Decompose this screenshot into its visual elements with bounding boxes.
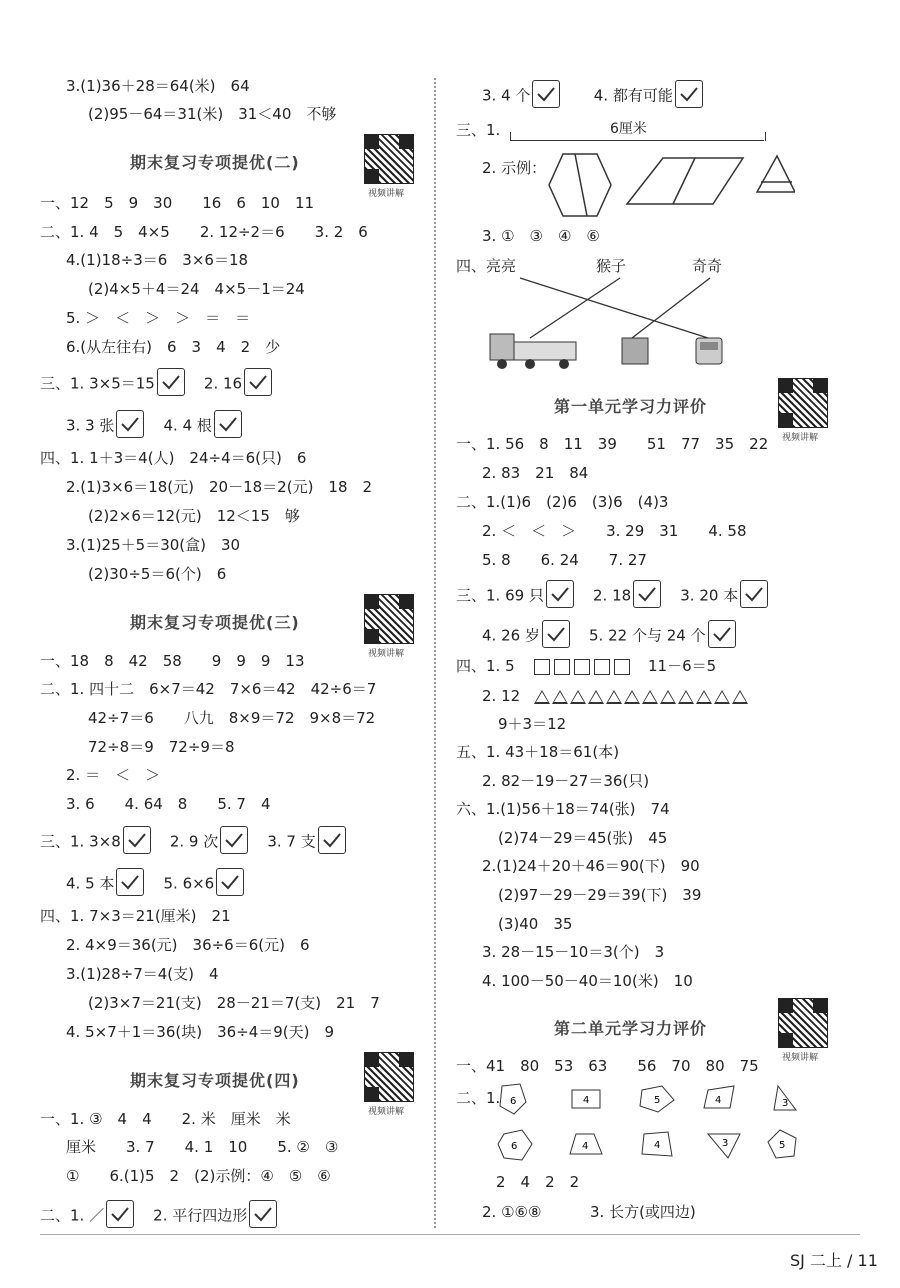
left-s12: 3.(1)25＋5＝30(盒) 30 <box>66 536 241 554</box>
qr-code-icon[interactable] <box>778 378 828 428</box>
right-w2: 二、1. <box>456 1089 501 1107</box>
qr-label: 视频讲解 <box>368 649 405 659</box>
check-icon <box>244 368 272 396</box>
left-t13: 4. 5×7＋1＝36(块) 36÷4＝9(天) 9 <box>66 1023 335 1041</box>
left-s2: 二、1. 4 5 4×5 2. 12÷2＝6 3. 2 6 <box>40 223 368 241</box>
check-icon <box>249 1200 277 1228</box>
right-v18: 3. 28－15－10＝3(个) 3 <box>482 943 665 961</box>
square-marks <box>534 657 634 675</box>
check-icon <box>157 368 185 396</box>
check-icon <box>740 580 768 608</box>
left-t10: 2. 4×9＝36(元) 36÷6＝6(元) 6 <box>66 936 310 954</box>
check-icon <box>116 868 144 896</box>
section-title-4: 期末复习专项提优(四) <box>130 1071 300 1090</box>
qr-label: 视频讲解 <box>782 433 819 443</box>
left-l2: (2)95－64＝31(米) 31＜40 不够 <box>88 105 337 123</box>
check-icon <box>220 826 248 854</box>
right-v10: 9＋3＝12 <box>498 715 567 733</box>
right-v12: 2. 82－19－27＝36(只) <box>482 772 650 790</box>
left-u2: 厘米 3. 7 4. 1 10 5. ② ③ <box>66 1138 339 1156</box>
left-t7: 三、1. 3×8 2. 9 次 3. 7 支 <box>40 828 346 856</box>
shape-label: 4 <box>715 1095 722 1106</box>
left-s11: (2)2×6＝12(元) 12＜15 够 <box>88 507 300 525</box>
left-s4: (2)4×5＋4＝24 4×5－1＝24 <box>88 280 305 298</box>
shape-label: 5 <box>654 1095 661 1106</box>
qr-label: 视频讲解 <box>782 1053 819 1063</box>
section-title-unit2: 第二单元学习力评价 <box>554 1019 708 1038</box>
right-v9: 2. 12 <box>482 686 750 706</box>
right-v7: 4. 26 岁 5. 22 个与 24 个 <box>482 622 736 650</box>
shape-label: 4 <box>654 1140 661 1151</box>
qr-code-icon[interactable] <box>364 1052 414 1102</box>
ruler-label: 6厘米 <box>610 121 647 137</box>
triangle-marks <box>534 687 750 705</box>
check-icon <box>216 868 244 896</box>
qr-code-icon[interactable] <box>778 998 828 1048</box>
right-w5: 3. 长方(或四边) <box>590 1203 696 1221</box>
check-icon <box>542 620 570 648</box>
qr-code-icon[interactable] <box>364 594 414 644</box>
left-s8: 3. 3 张 4. 4 根 <box>66 412 242 440</box>
left-t4: 72÷8＝9 72÷9＝8 <box>88 738 235 756</box>
shape-label: 6 <box>511 1141 518 1152</box>
shape-label: 5 <box>779 1140 786 1151</box>
left-s6: 6.(从左往右) 6 3 4 2 少 <box>66 338 281 356</box>
left-s3: 4.(1)18÷3＝6 3×6＝18 <box>66 251 249 269</box>
check-icon <box>123 826 151 854</box>
left-t6: 3. 6 4. 64 8 5. 7 4 <box>66 795 271 813</box>
qr-code-icon[interactable] <box>364 134 414 184</box>
left-u1: 一、1. ③ 4 4 2. 米 厘米 米 <box>40 1110 291 1128</box>
right-r5c: 奇奇 <box>692 257 723 275</box>
left-s10: 2.(1)3×6＝18(元) 20－18＝2(元) 18 2 <box>66 478 373 496</box>
section-title-3: 期末复习专项提优(三) <box>130 613 300 632</box>
right-v2: 2. 83 21 84 <box>482 464 589 482</box>
shape-label: 4 <box>582 1141 589 1152</box>
right-v5: 5. 8 6. 24 7. 27 <box>482 551 647 569</box>
section-title-2: 期末复习专项提优(二) <box>130 153 300 172</box>
left-t3: 42÷7＝6 八九 8×9＝72 9×8＝72 <box>88 709 376 727</box>
left-t9: 四、1. 7×3＝21(厘米) 21 <box>40 907 231 925</box>
right-v3: 二、1.(1)6 (2)6 (3)6 (4)3 <box>456 493 669 511</box>
right-v11: 五、1. 43＋18＝61(本) <box>456 743 620 761</box>
shape-label: 3 <box>782 1098 789 1109</box>
right-v17: (3)40 35 <box>498 915 573 933</box>
right-r3: 2. 示例： <box>482 159 547 177</box>
right-r5a: 四、亮亮 <box>456 257 517 275</box>
left-u4: 二、1. ／ 2. 平行四边形 <box>40 1202 277 1230</box>
section-title-unit1: 第一单元学习力评价 <box>554 397 708 416</box>
check-icon <box>214 410 242 438</box>
left-s5: 5. ＞ ＜ ＞ ＞ ＝ ＝ <box>66 309 251 327</box>
check-icon <box>546 580 574 608</box>
check-icon <box>708 620 736 648</box>
check-icon <box>532 80 560 108</box>
right-v6: 三、1. 69 只 2. 18 3. 20 本 <box>456 582 768 610</box>
right-v16: (2)97－29－29＝39(下) 39 <box>498 886 702 904</box>
right-w1: 一、41 80 53 63 56 70 80 75 <box>456 1057 759 1075</box>
check-icon <box>675 80 703 108</box>
shape-grid <box>496 1082 816 1172</box>
example-shapes <box>545 152 795 218</box>
left-s7: 三、1. 3×5＝15 2. 16 <box>40 370 272 398</box>
qr-label: 视频讲解 <box>368 1107 405 1117</box>
column-divider <box>434 78 436 1228</box>
page-number: SJ 二上 / 11 <box>790 1251 878 1270</box>
qr-label: 视频讲解 <box>368 189 405 199</box>
matching-lines <box>480 276 740 376</box>
right-v1: 一、1. 56 8 11 39 51 77 35 22 <box>456 435 769 453</box>
left-s9: 四、1. 1＋3＝4(人) 24÷4＝6(只) 6 <box>40 449 307 467</box>
right-v19: 4. 100－50－40＝10(米) 10 <box>482 972 693 990</box>
right-r5b: 猴子 <box>596 257 627 275</box>
right-w3: 2 4 2 2 <box>496 1173 580 1191</box>
shape-label: 4 <box>583 1095 590 1106</box>
right-v14: (2)74－29＝45(张) 45 <box>498 829 668 847</box>
right-v13: 六、1.(1)56＋18＝74(张) 74 <box>456 800 670 818</box>
right-r2: 三、1. <box>456 121 501 139</box>
check-icon <box>318 826 346 854</box>
left-t1: 一、18 8 42 58 9 9 9 13 <box>40 652 305 670</box>
check-icon <box>106 1200 134 1228</box>
right-v4: 2. ＜ ＜ ＞ 3. 29 31 4. 58 <box>482 522 747 540</box>
shape-label: 3 <box>722 1138 729 1149</box>
right-v8: 四、1. 5 11－6＝5 <box>456 657 717 675</box>
left-s13: (2)30÷5＝6(个) 6 <box>88 565 227 583</box>
left-u3: ① 6.(1)5 2 (2)示例：④ ⑤ ⑥ <box>66 1167 331 1185</box>
right-w4: 2. ①⑥⑧ <box>482 1203 542 1221</box>
left-l1: 3.(1)36＋28＝64(米) 64 <box>66 77 250 95</box>
check-icon <box>633 580 661 608</box>
right-v15: 2.(1)24＋20＋46＝90(下) 90 <box>482 857 700 875</box>
left-t11: 3.(1)28÷7＝4(支) 4 <box>66 965 219 983</box>
left-t8: 4. 5 本 5. 6×6 <box>66 870 244 898</box>
left-t5: 2. ＝ ＜ ＞ <box>66 766 161 784</box>
check-icon <box>116 410 144 438</box>
right-r1: 3. 4 个 4. 都有可能 <box>482 82 703 110</box>
footer-rule <box>40 1234 860 1235</box>
left-t12: (2)3×7＝21(支) 28－21＝7(支) 21 7 <box>88 994 380 1012</box>
shape-label: 6 <box>510 1096 517 1107</box>
right-r4: 3. ① ③ ④ ⑥ <box>482 227 600 245</box>
left-t2: 二、1. 四十二 6×7＝42 7×6＝42 42÷6＝7 <box>40 680 377 698</box>
ruler-line <box>510 118 766 142</box>
left-s1: 一、12 5 9 30 16 6 10 11 <box>40 194 315 212</box>
